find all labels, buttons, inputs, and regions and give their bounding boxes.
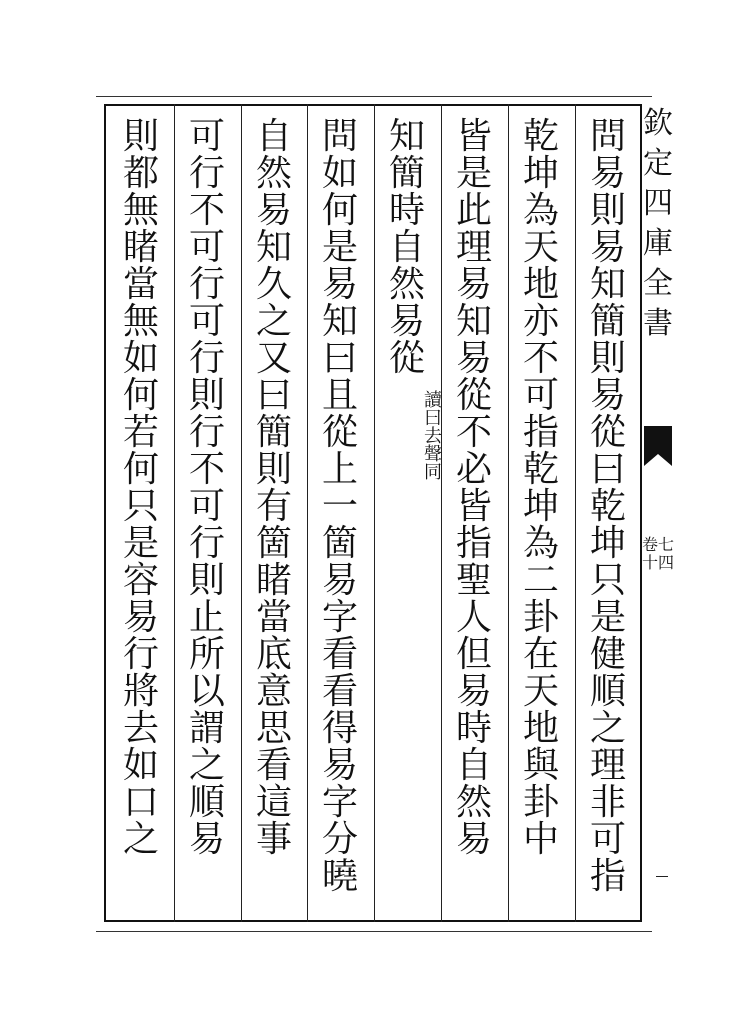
banxin-tick (656, 876, 668, 877)
banxin-strip (642, 96, 674, 932)
volume-label: 卷七十四 (642, 535, 675, 572)
text-column-4 (374, 118, 440, 377)
note-text: 讀曰去聲同 (421, 390, 442, 480)
annotation-note (402, 380, 442, 490)
column-text: 皆是此理易知易從不必皆指聖人但易時自然易 (455, 116, 492, 860)
text-column-1 (575, 118, 641, 895)
book-title: 欽定四庫全書 (643, 106, 673, 341)
column-text: 自然易知久之又曰簡則有箇睹當底意思看這事 (255, 116, 292, 860)
text-column-6 (241, 118, 307, 858)
column-text: 問易則易知簡則易從曰乾坤只是健順之理非可指 (589, 116, 626, 897)
fishtail-mark (644, 426, 672, 466)
text-column-8 (108, 118, 174, 858)
column-text: 則都無睹當無如何若何只是容易行將去如口之 (122, 116, 159, 860)
text-column-7 (174, 118, 240, 858)
text-column-5 (307, 118, 373, 895)
column-text: 乾坤為天地亦不可指乾坤為二卦在天地與卦中 (522, 116, 559, 860)
text-column-3 (441, 118, 507, 858)
text-column-2 (508, 118, 574, 858)
column-text: 知簡時自然易從 (388, 116, 425, 379)
column-text: 問如何是易知曰且從上一箇易字看看得易字分曉 (321, 116, 358, 897)
column-text: 可行不可行可行則行不可行則止所以謂之順易 (188, 116, 225, 860)
